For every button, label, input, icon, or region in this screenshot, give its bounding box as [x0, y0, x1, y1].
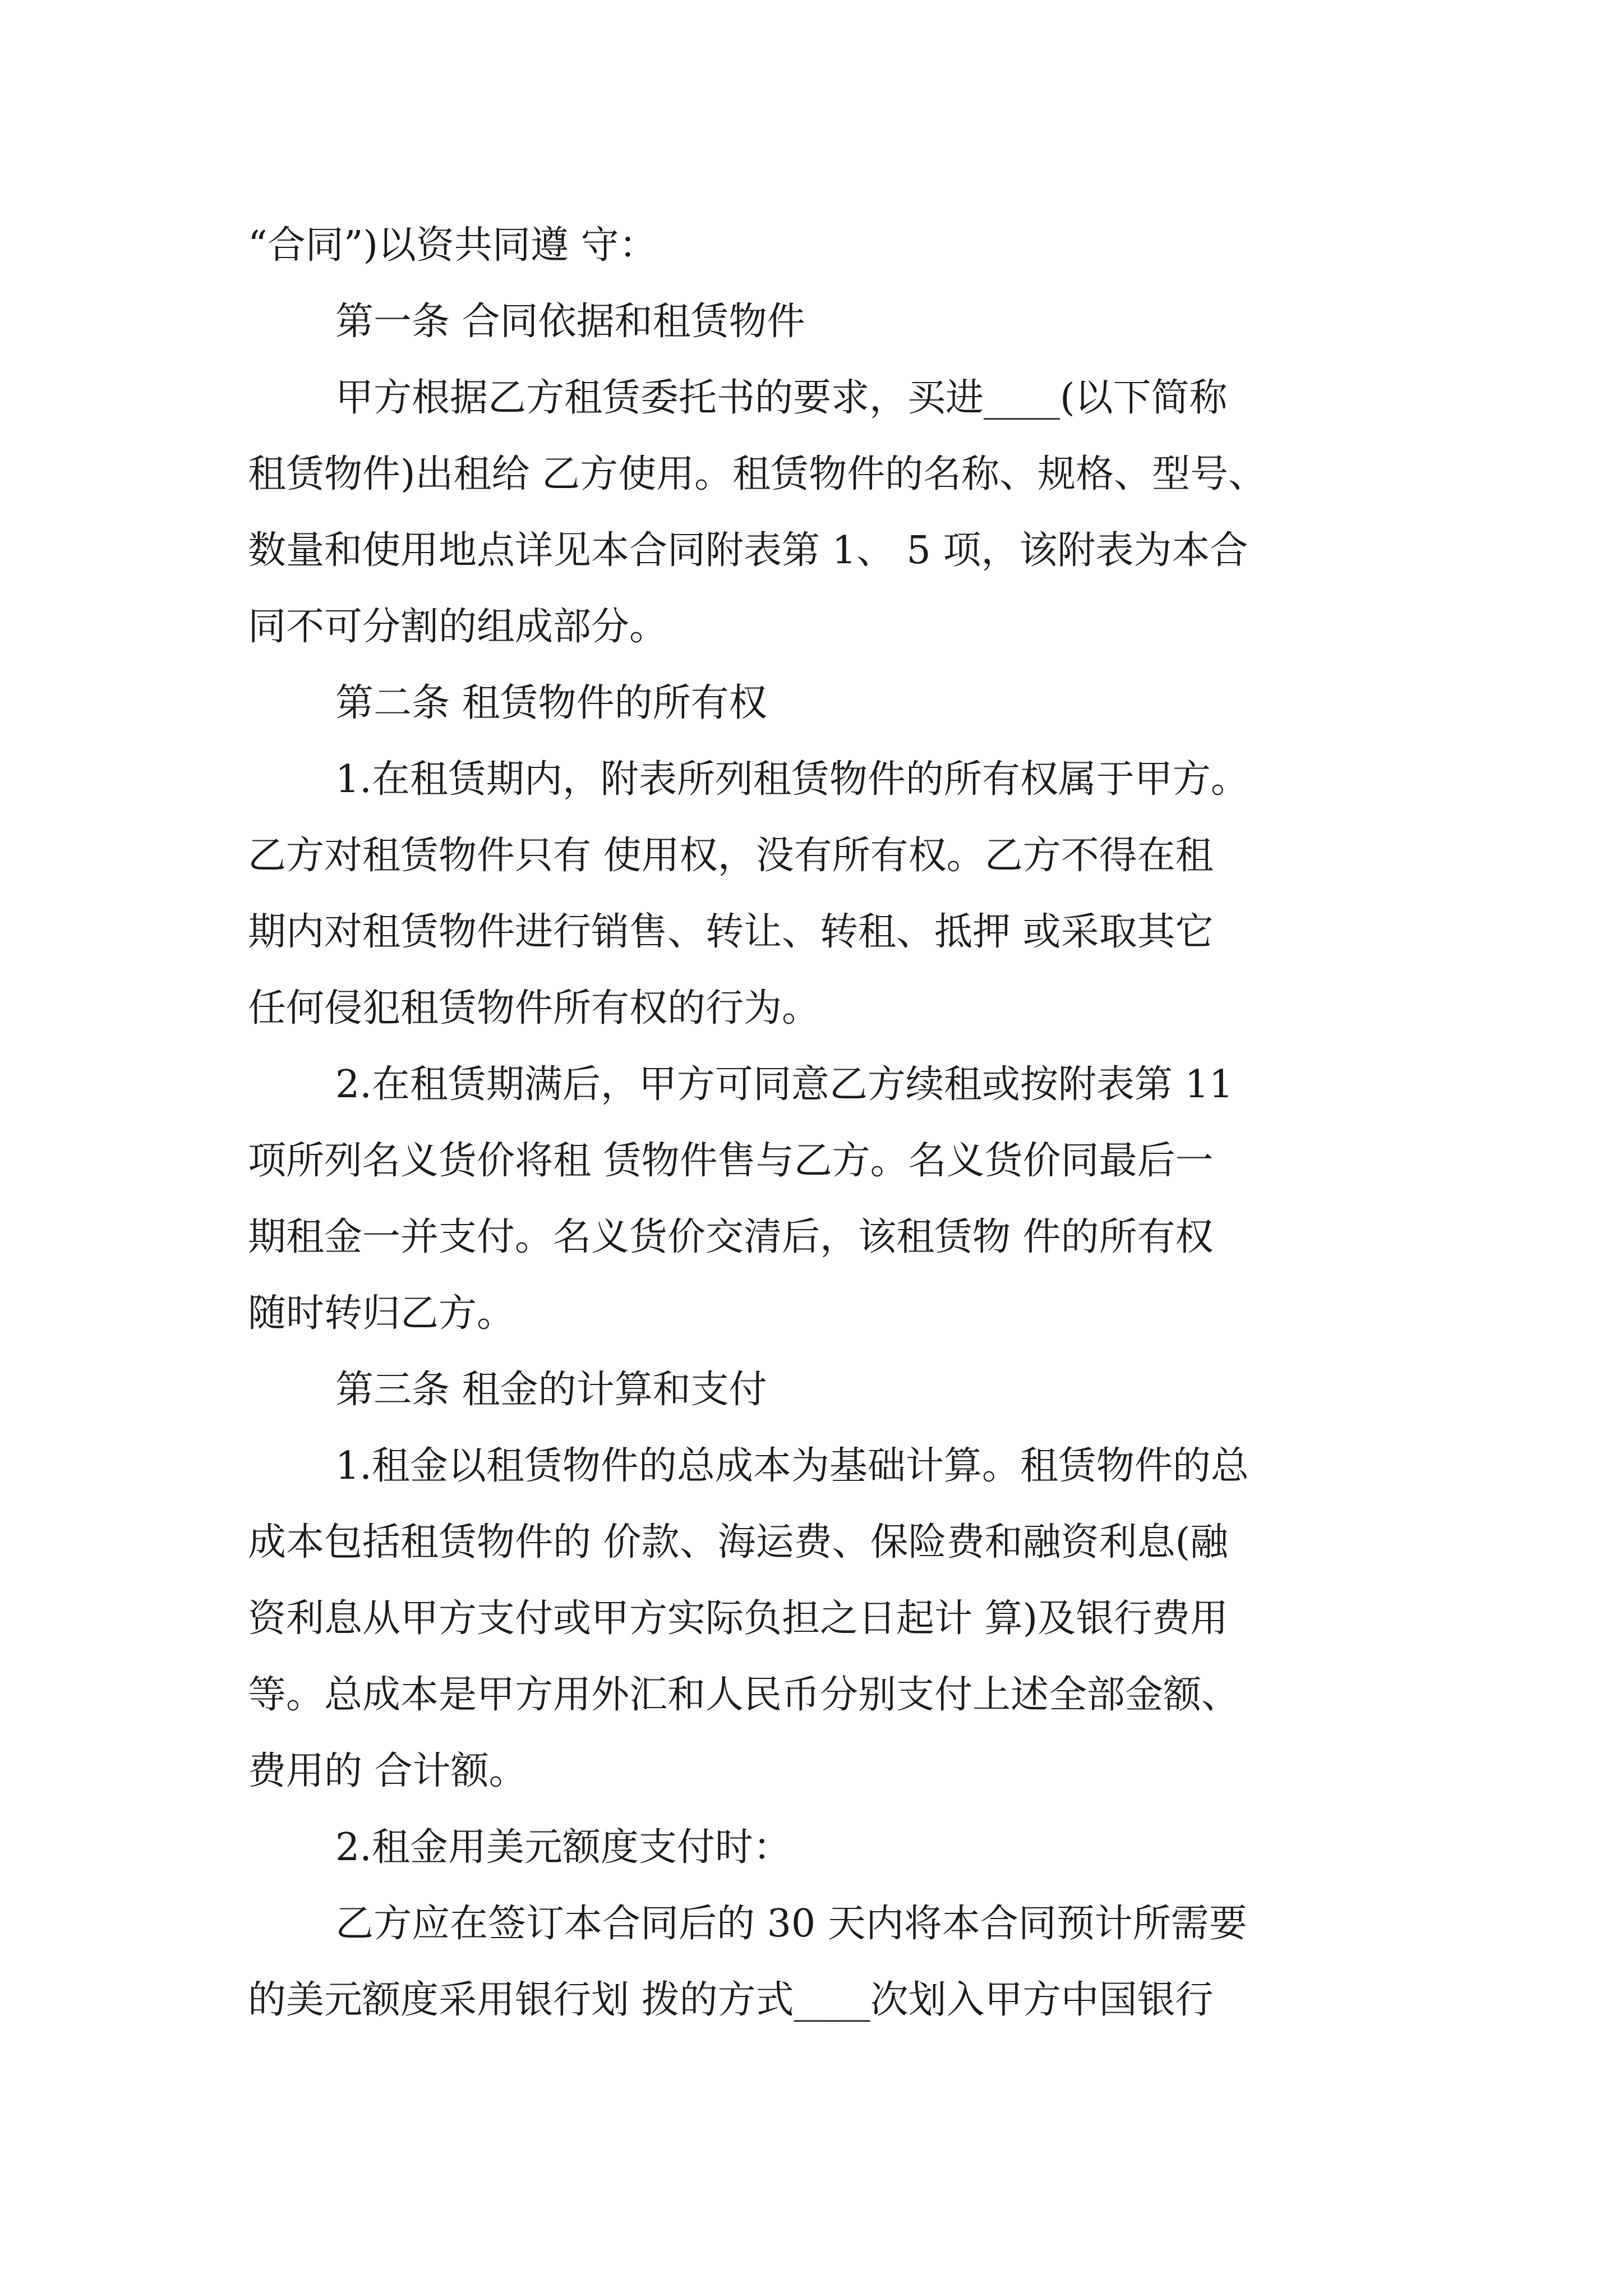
article-heading: 第一条 合同依据和租赁物件	[335, 300, 805, 344]
text-line: 1.租金以租赁物件的总成本为基础计算。租赁物件的总	[335, 1444, 1249, 1488]
text-line: 成本包括租赁物件的 价款、海运费、保险费和融资利息(融	[248, 1520, 1229, 1565]
text-line: 数量和使用地点详见本合同附表第 1、 5 项，该附表为本合	[248, 528, 1248, 573]
text-line: 资利息从甲方支付或甲方实际负担之日起计 算)及银行费用	[248, 1596, 1229, 1641]
text-line: 任何侵犯租赁物件所有权的行为。	[248, 986, 820, 1030]
contract-body	[248, 208, 1398, 2039]
text-line: 1.在租赁期内，附表所列租赁物件的所有权属于甲方。	[335, 757, 1249, 802]
text-line: 的美元额度采用银行划 拨的方式____次划入甲方中国银行	[248, 1978, 1214, 2022]
text-line: 费用的 合计额。	[248, 1749, 527, 1793]
text-line: 等。总成本是甲方用外汇和人民币分别支付上述全部金额、	[248, 1673, 1240, 1717]
text-line: 租赁物件)出租给 乙方使用。租赁物件的名称、规格、型号、	[248, 452, 1267, 496]
text-line: 乙方应在签订本合同后的 30 天内将本合同预计所需要	[335, 1902, 1247, 1946]
text-line: 2.租金用美元额度支付时：	[335, 1825, 791, 1870]
text-line: 项所列名义货价将租 赁物件售与乙方。名义货价同最后一	[248, 1139, 1214, 1183]
text-line: 期租金一并支付。名义货价交清后，该租赁物 件的所有权	[248, 1215, 1214, 1259]
article-heading: 第三条 租金的计算和支付	[335, 1368, 767, 1412]
text-line: 乙方对租赁物件只有 使用权，没有所有权。乙方不得在租	[248, 834, 1214, 878]
text-line: 甲方根据乙方租赁委托书的要求，买进____(以下简称	[335, 376, 1228, 420]
text-line: 期内对租赁物件进行销售、转让、转租、抵押 或采取其它	[248, 910, 1214, 954]
text-line: 随时转归乙方。	[248, 1291, 515, 1336]
text-line: 2.在租赁期满后，甲方可同意乙方续租或按附表第 11	[335, 1062, 1234, 1107]
text-line: “合同”)以资共同遵 守：	[248, 223, 657, 268]
article-heading: 第二条 租赁物件的所有权	[335, 681, 767, 725]
text-line: 同不可分割的组成部分。	[248, 605, 668, 649]
